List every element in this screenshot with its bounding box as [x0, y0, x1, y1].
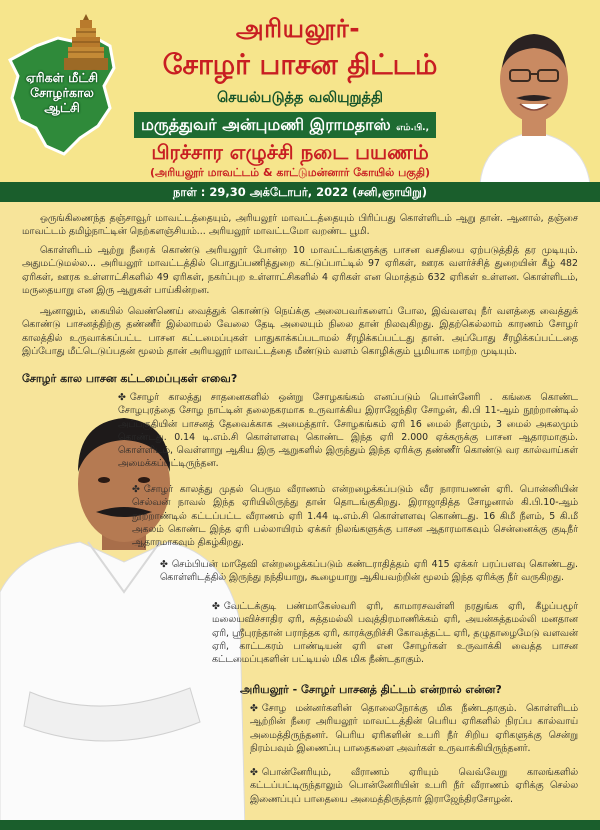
temple-tower-icon [58, 12, 114, 70]
section1-heading: சோழர் கால பாசன கட்டமைப்புகள் எவை? [22, 372, 238, 385]
doctor-suffix: எம்.பி., [396, 123, 430, 133]
map-caption-line1: ஏரிகள் மீட்சி [25, 70, 99, 85]
bullet-icon: ✤ [160, 559, 168, 570]
map-caption-line2: சோழர்கால [30, 85, 94, 100]
map-caption-line3: ஆட்சி [44, 100, 80, 115]
section1-bullet-3-text: செம்பியன் மாதேவி என்றழைக்கப்படும் கண்டராதித்தம் ஏரி 415 ஏக்கர் பரப்பளவு கொண்டது. கொள்ளிடத்தில் இருந்து நந்தியாறு, கூழையாறு ஆகியவற்றின் மூலம் இந்த ஏரிக்கு நீர் வருகிறது. [160, 559, 578, 584]
date-banner: நாள் : 29,30 அக்டோபர், 2022 (சனி,ஞாயிறு) [0, 182, 600, 202]
section1-bullet-2-text: சோழர் காலத்து முதல் பெரும வீராணம் என்றழைக்கப்படும் வீர நாராயணன் ஏரி. பொன்னியின் செல்வன் நாவல் இந்த ஏரியிலிருந்து தான் தொடங்குகிறது. இராஜாதித்த சோழனால் கி.பி.10-ஆம் நூற்றாண்டில் கட்டப்பட்ட வீராணம் ஏரி 1.44 டி.எம்.சி கொள்ளளவு கொண்டது. 16 கிமீ நீளம், 5 கி.மீ அகலம் கொண்ட இந்த ஏரி பல்லாயிரம் ஏக்கர் நிலங்களுக்கு பாசன ஆதாரமாகவும் சென்னைக்கு குடிநீர் ஆதாரமாகவும் திகழ்கிறது. [132, 484, 578, 549]
map-caption [14, 70, 110, 115]
intro-paragraph-1: ஒருங்கிணைந்த தஞ்சாவூர் மாவட்டத்தையும், அரியலூர் மாவட்டத்தையும் பிரிப்பது கொள்ளிடம் ஆறு தான். ஆனால், தஞ்சை மாவட்டம் தமிழ்நாட்டின் நெற்களஞ்சியம்... அரியலூர் மாவட்டமோ வறண்ட பூமி. [22, 213, 578, 238]
title-line2: சோழர் பாசன திட்டம் [162, 48, 438, 81]
title-line1: அரியலூர்- [235, 14, 361, 43]
section1-bullet-4 [212, 600, 578, 666]
section2-bullet-1 [250, 702, 578, 755]
section1-bullet-2 [132, 483, 578, 549]
bottom-bar [0, 820, 600, 830]
section1-bullet-1-text: சோழர் காலத்து சாதனைகளில் ஒன்று சோழகங்கம் எனப்படும் பொன்னேரி . கங்கை கொண்ட சோழபுரத்தை சோழ நாட்டின் தலைநகரமாக உருவாக்கிய இராஜேந்திர சோழன், கி.பி 11-ஆம் நூற்றாண்டில் அப்பகுதியின் பாசனத் தேவைக்காக அமைத்தார். சோழகங்கம் ஏரி 16 மைல் நீளமும், 3 மைல் அகலமும் கொண்டது. 0.14 டி.எம்.சி கொள்ளளவு கொண்ட இந்த ஏரி 2.000 ஏக்கருக்கு பாசன ஆதாரமாகும். கொள்ளிடம், வெள்ளாறு ஆகிய இரு ஆறுகளில் இருந்தும் இந்த ஏரிக்கு தண்ணீர் கொண்டு வர கால்வாய்கள் அமைக்கப்பட்டிருந்தன. [118, 392, 578, 470]
section2-bullet-2-text: பொன்னேரியும், வீராணம் ஏரியும் வெவ்வேறு காலங்களில் கட்டப்பட்டிருந்தாலும் பொன்னேரியின் உபரி நீர் வீராணம் ஏரிக்கு செல்ல இணைப்புப் பாதையை அமைத்திருந்தார் இராஜேந்திரசோழன். [250, 767, 578, 805]
section2-bullet-2 [250, 766, 578, 806]
section2-bullet-1-text: சோழ மன்னர்களின் தொலைநோக்கு மிக நீண்டதாகும். கொள்ளிடம் ஆற்றின் நீரை அரியலூர் மாவட்டத்தின் பெரிய ஏரிகளில் நிரப்ப கால்வாய் அமைத்திருந்தனர். பெரிய ஏரிகளின் உபரி நீர் சிறிய ஏரிகளுக்கு சென்று நிரம்பவும் இணைப்பு பாதைகளை அவர்கள் உருவாக்கியிருந்தனர். [250, 703, 578, 754]
bullet-icon: ✤ [118, 392, 126, 403]
bullet-icon: ✤ [212, 601, 220, 612]
section1-bullet-3 [160, 558, 578, 585]
bullet-icon: ✤ [250, 767, 258, 778]
leader-portrait-photo [470, 8, 598, 184]
bullet-icon: ✤ [132, 484, 140, 495]
intro-paragraph-3: ஆனாலும், கையில் வெண்ணெய் வைத்துக் கொண்டு நெய்க்கு அலைபவர்களைப் போல, இவ்வளவு நீர் வளத்தை வைத்துக் கொண்டு பாசனத்திற்கு தண்ணீர் இல்லாமல் வேலை தேடி அலையும் நிலை தான் நிலவுகிறது. இதற்கெல்லாம் காரணம் சோழர் காலத்தில் உருவாக்கப்பட்ட பாசன கட்டமைப்புகள் பாதுகாக்கப்படாமல் சீரழிக்கப்பட்டது தான். அப்போது சீரழிக்கப்பட்டதை இப்போது மீட்டெடுப்பதன் மூலம் தான் அரியலூர் மாவட்டத்தை மீண்டும் வளம் கொழிக்கும் பூமியாக மாற்ற முடியும். [22, 306, 578, 357]
doctor-name: மருத்துவர் அன்புமணி இராமதாஸ் [140, 115, 391, 134]
intro-paragraph-2: கொள்ளிடம் ஆற்று நீரைக் கொண்டு அரியலூர் போன்ற 10 மாவட்டங்களுக்கு பாசன வசதியை ஏற்படுத்தித் தர முடியும். அதுமட்டுமல்ல... அரியலூர் மாவட்டத்தில் பொதுப்பணித்துறை கட்டுப்பாட்டில் 97 ஏரிகள், ஊரக வளர்ச்சித் துறையின் கீழ் 482 ஏரிகள், ஊரக உள்ளாட்சிகளில் 49 ஏரிகள், நகர்ப்புற உள்ளாட்சிகளில் 4 ஏரிகள் என மொத்தம் 632 ஏரிகள் உள்ளன. கொள்ளிடம், மருதையாறு என இரு ஆறுகள் பாய்கின்றன. [22, 245, 578, 296]
section2-heading: அரியலூர் - சோழர் பாசனத் திட்டம் என்றால் என்ன? [240, 683, 502, 696]
campaign-subtitle: (அரியலூர் மாவட்டம் & காட்டுமன்னார் கோயில் பகுதி) [149, 166, 431, 179]
doctor-name-band [134, 112, 436, 138]
poster-header [0, 0, 600, 182]
section1-bullet-4-text: வேட்டக்குடி பண்மாகேஸ்வரி ஏரி, காமாரசவள்ளி நரதுங்க ஏரி, கீழப்பழூர் மலையவிச்சாதிர ஏரி, சுத்தமல்லி பவுத்திரமாணிக்கம் ஏரி, அயன்சுத்தமல்லி மனதான ஏரி, ஸ்ரீபுரந்தான் பராந்தக ஏரி, காரக்குறிச்சி கோவத்தட்ட ஏரி, தழுதாழைமேடு வளவன் ஏரி, காட்டகரம் பாண்டியன் ஏரி என சோழர்கள் உருவாக்கி வைத்த பாசன கட்டமைப்புகளின் பட்டியல் மிக மிக நீண்டதாகும். [212, 601, 578, 666]
subtitle: செயல்படுத்த வலியுறுத்தி [217, 90, 383, 106]
bullet-icon: ✤ [250, 703, 258, 714]
campaign-title: பிரச்சார எழுச்சி நடை பயணம் [151, 140, 429, 164]
section1-bullet-1 [118, 391, 578, 471]
